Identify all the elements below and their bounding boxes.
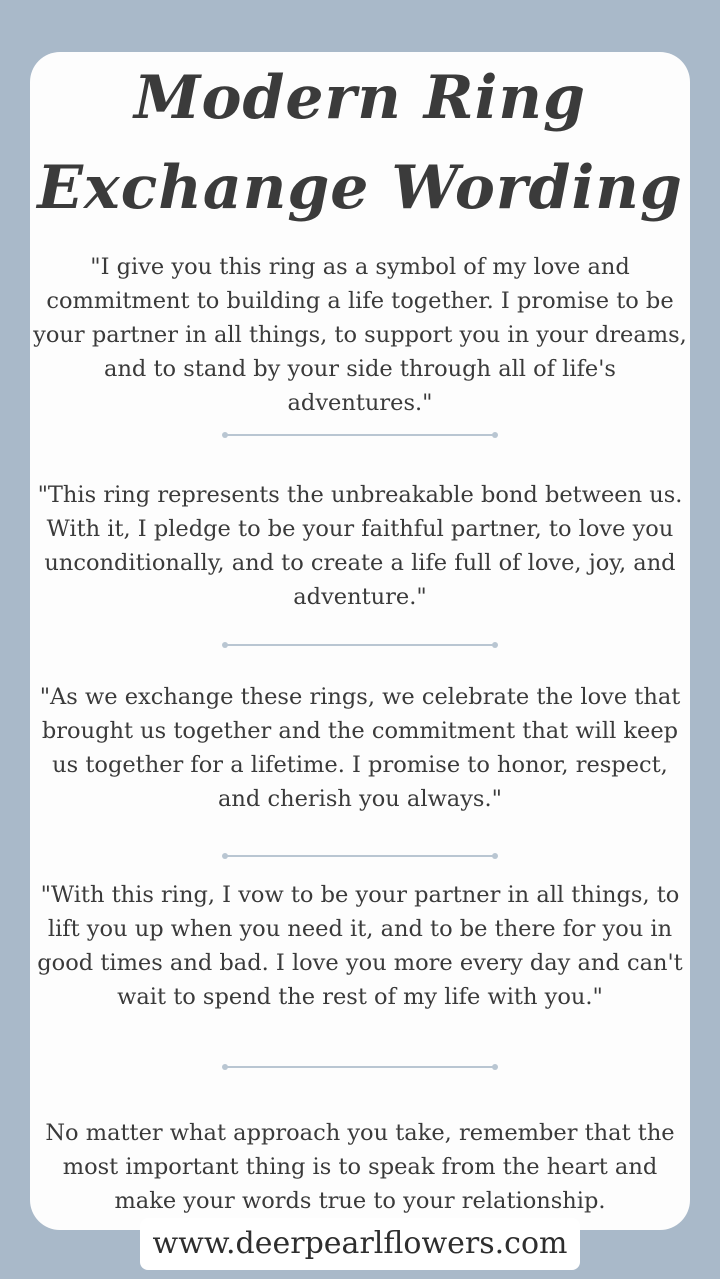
divider <box>225 434 495 436</box>
divider <box>225 644 495 646</box>
website-url[interactable]: www.deerpearlflowers.com <box>152 1226 568 1261</box>
quote-2: "This ring represents the unbreakable bond between us. With it, I pledge to be your faithful partner, to love you unconditionally, and to create a life full of love, joy, and adventure." <box>37 482 683 610</box>
content-card <box>30 52 690 1230</box>
quote-4: "With this ring, I vow to be your partner in all things, to lift you up when you need it, and to be there for you in good times and bad. I love you more every day and can't wait to spend the rest of my life with you." <box>37 882 683 1010</box>
page-title-line-2: Exchange Wording <box>37 153 683 223</box>
divider <box>225 1066 495 1068</box>
quote-3: "As we exchange these rings, we celebrate the love that brought us together and the commitment that will keep us together for a lifetime. I promise to honor, respect, and cherish you always." <box>39 684 681 812</box>
divider <box>225 855 495 857</box>
page-title-line-1: Modern Ring <box>134 63 586 133</box>
closing-text: No matter what approach you take, remember that the most important thing is to speak from the heart and make your words true to your relationship. <box>45 1120 675 1214</box>
quote-1: "I give you this ring as a symbol of my love and commitment to building a life together. I promise to be your partner in all things, to support you in your dreams, and to stand by your side through all of life's adventures." <box>33 254 687 416</box>
